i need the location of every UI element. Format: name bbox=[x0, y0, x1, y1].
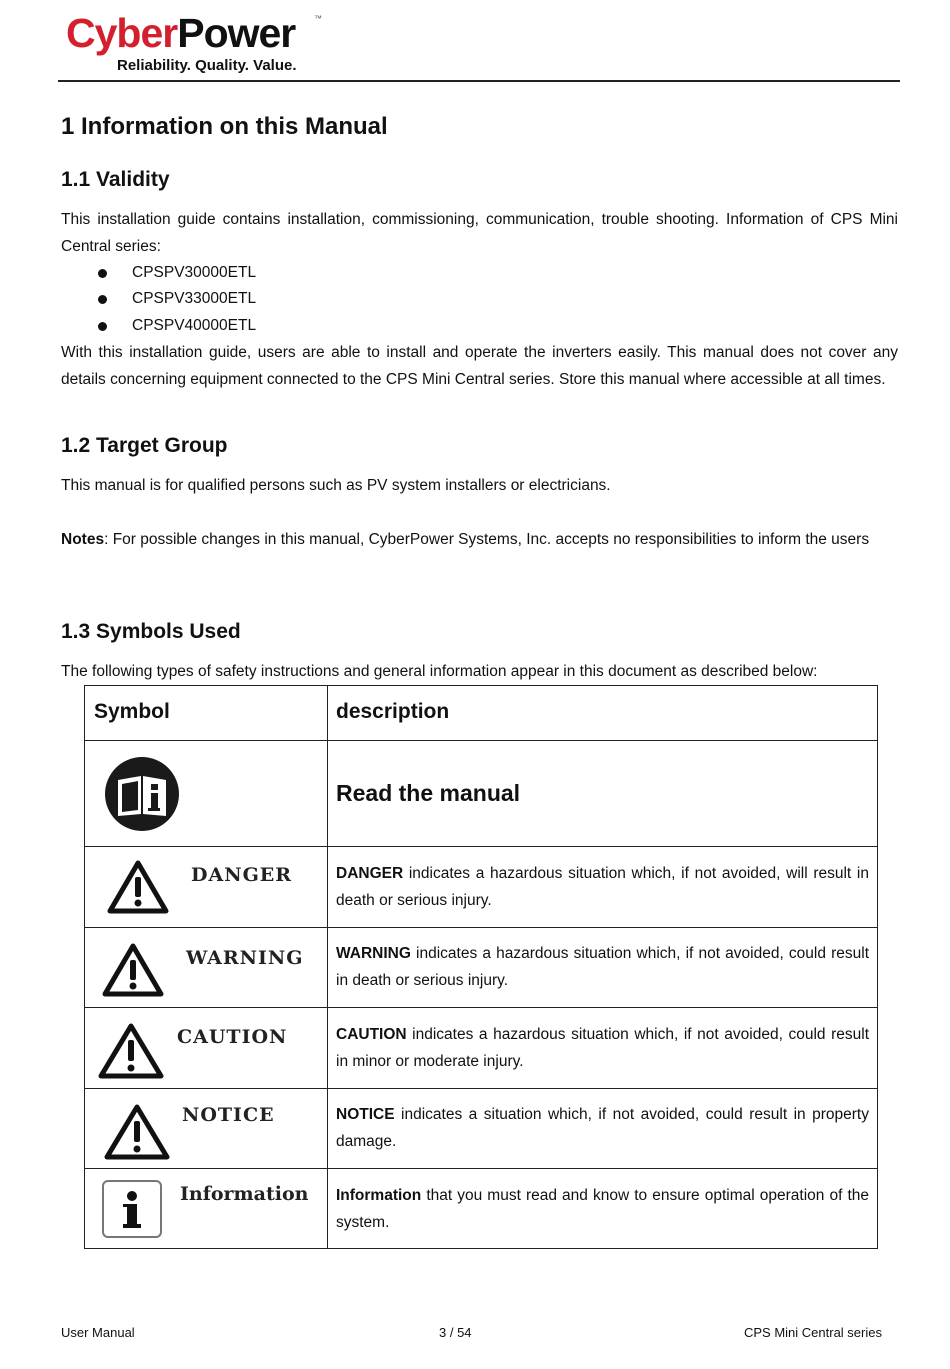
bullet-icon bbox=[98, 322, 107, 331]
table-row bbox=[85, 741, 327, 846]
table-row bbox=[85, 1008, 327, 1088]
symbols-intro: The following types of safety instructions and general information appear in this document as described below: bbox=[61, 663, 818, 680]
notice-triangle-icon bbox=[103, 1103, 171, 1161]
notes-text: : For possible changes in this manual, CyberPower Systems, Inc. accepts no responsibilities to inform the users bbox=[104, 531, 870, 548]
symbols-table bbox=[84, 685, 878, 1249]
notes-label: Notes bbox=[61, 531, 105, 548]
symbols-heading: 1.3 Symbols Used bbox=[61, 620, 241, 643]
cyberpower-logo bbox=[66, 10, 326, 76]
table-row bbox=[85, 1169, 327, 1249]
notes-paragraph bbox=[61, 526, 898, 553]
table-row bbox=[85, 847, 327, 927]
table-row bbox=[85, 1089, 327, 1168]
section-title: 1 Information on this Manual bbox=[61, 113, 388, 140]
information-description: Information that you must read and know to ensure optimal operation of the system. bbox=[336, 1187, 869, 1231]
caution-description: CAUTION indicates a hazardous situation which, if not avoided, could result in minor or moderate injury. bbox=[336, 1026, 869, 1070]
target-group-body: This manual is for qualified persons such as PV system installers or electricians. bbox=[61, 477, 611, 494]
column-header-description: description bbox=[336, 700, 450, 723]
footer-right: CPS Mini Central series bbox=[744, 1325, 882, 1340]
bullet-icon bbox=[98, 295, 107, 304]
validity-body: With this installation guide, users are able to install and operate the inverters easily. This manual does not cover any details concerning equipment connected to the CPS Mini Central series. Store this manual where accessible at all times. bbox=[61, 344, 898, 388]
danger-description: DANGER indicates a hazardous situation which, if not avoided, will result in death or serious injury. bbox=[336, 865, 869, 909]
target-group-heading: 1.2 Target Group bbox=[61, 434, 228, 457]
logo-wordmark: CyberPower bbox=[66, 10, 296, 56]
column-divider bbox=[327, 686, 328, 1248]
information-i-icon bbox=[101, 1179, 163, 1239]
caution-triangle-icon bbox=[97, 1022, 165, 1080]
warning-triangle-icon bbox=[101, 942, 165, 998]
danger-warning-triangle-icon bbox=[106, 859, 170, 915]
validity-heading: 1.1 Validity bbox=[61, 168, 170, 191]
caution-label: CAUTION bbox=[177, 1026, 288, 1048]
logo-tagline: Reliability. Quality. Value. bbox=[117, 57, 297, 74]
table-row bbox=[85, 928, 327, 1007]
information-label: Information bbox=[180, 1183, 309, 1205]
logo-trademark: ™ bbox=[314, 14, 322, 23]
read-manual-icon bbox=[104, 756, 180, 832]
danger-label: DANGER bbox=[191, 864, 293, 886]
read-manual-label: Read the manual bbox=[336, 780, 521, 806]
warning-label: WARNING bbox=[186, 947, 304, 969]
validity-intro: This installation guide contains installation, commissioning, communication, trouble shooting. Information of CPS Mini Central series: bbox=[61, 211, 898, 255]
notice-label: NOTICE bbox=[182, 1104, 275, 1126]
page-number: 3 / 54 bbox=[439, 1325, 472, 1340]
warning-description: WARNING indicates a hazardous situation which, if not avoided, could result in death or serious injury. bbox=[336, 945, 869, 989]
footer-left: User Manual bbox=[61, 1325, 135, 1340]
header-divider bbox=[58, 80, 900, 82]
notice-description: NOTICE indicates a situation which, if not avoided, could result in property damage. bbox=[336, 1106, 869, 1150]
bullet-icon bbox=[98, 269, 107, 278]
column-header-symbol: Symbol bbox=[94, 700, 170, 723]
